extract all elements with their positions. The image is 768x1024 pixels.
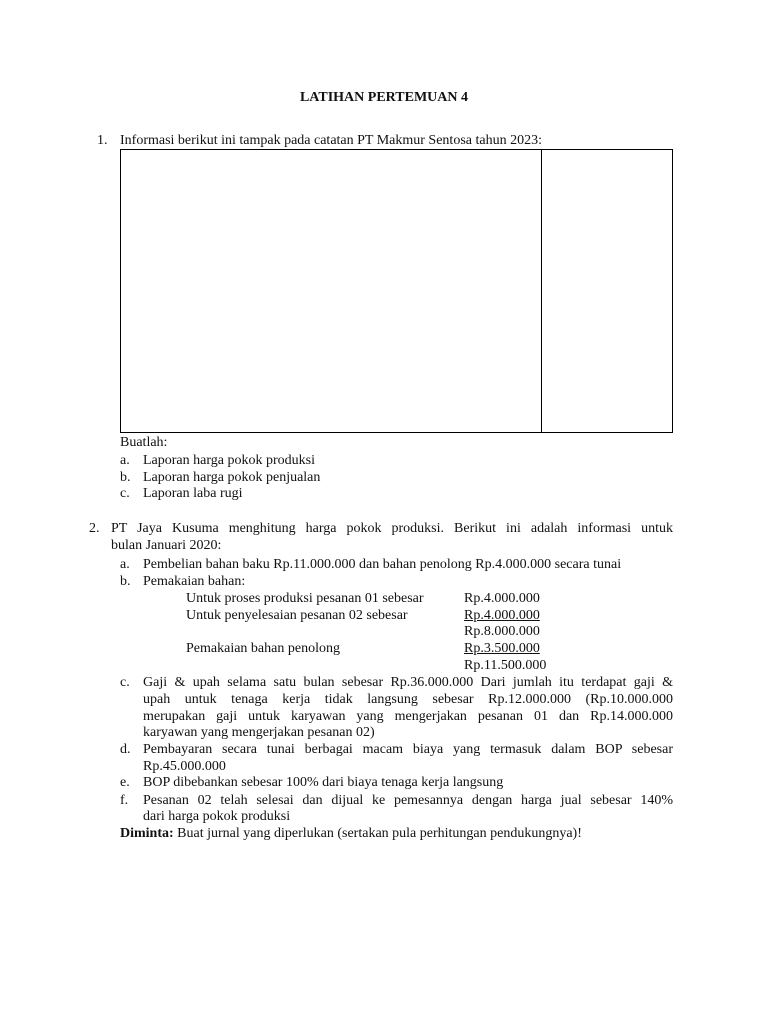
list-item: Laporan harga pokok produksi — [143, 453, 315, 468]
list-item: Laporan harga pokok penjualan — [143, 470, 321, 485]
list-item-line: dari harga pokok produksi — [143, 809, 291, 824]
list-item-line: upah untuk tenaga kerja tidak langsung sebesar Rp.12.000.000 (Rp.10.000.000 — [143, 692, 673, 707]
requirement-label: Diminta: — [120, 826, 174, 841]
requirement-line — [120, 826, 582, 843]
list-item-line: merupakan gaji untuk karyawan yang mengerjakan pesanan 01 dan Rp.14.000.000 — [143, 709, 673, 724]
page-title: LATIHAN PERTEMUAN 4 — [299, 90, 469, 105]
material-amount: Rp.4.000.000 — [464, 591, 540, 606]
list-item-line: karyawan yang mengerjakan pesanan 02) — [143, 725, 375, 740]
material-amount: Rp.3.500.000 — [464, 641, 540, 656]
list-item: BOP dibebankan sebesar 100% dari biaya tenaga kerja langsung — [143, 775, 504, 790]
requirement-text: Buat jurnal yang diperlukan (sertakan pula perhitungan pendukungnya)! — [173, 826, 582, 841]
question-intro: Informasi berikut ini tampak pada catatan PT Makmur Sentosa tahun 2023: — [120, 133, 542, 148]
material-total: Rp.11.500.000 — [464, 658, 547, 673]
list-item-line: Pesanan 02 telah selesai dan dijual ke pemesannya dengan harga jual sebesar 140% — [143, 793, 673, 808]
list-marker: a. — [120, 453, 130, 468]
data-table-box — [120, 149, 673, 433]
list-item-line: Pembayaran secara tunai berbagai macam biaya yang termasuk dalam BOP sebesar — [143, 742, 673, 757]
list-item: Laporan laba rugi — [143, 486, 243, 501]
list-marker: a. — [120, 557, 130, 572]
material-label: Untuk proses produksi pesanan 01 sebesar — [186, 591, 424, 606]
list-marker: b. — [120, 574, 131, 589]
material-subtotal: Rp.8.000.000 — [464, 624, 540, 639]
material-label: Untuk penyelesaian pesanan 02 sebesar — [186, 608, 408, 623]
list-item: Pembelian bahan baku Rp.11.000.000 dan bahan penolong Rp.4.000.000 secara tunai — [143, 557, 622, 572]
list-marker: c. — [120, 486, 130, 501]
table-divider — [541, 150, 542, 432]
list-item-line: Rp.45.000.000 — [143, 759, 226, 774]
material-label: Pemakaian bahan penolong — [186, 641, 340, 656]
list-marker: f. — [120, 793, 129, 808]
list-marker: c. — [120, 675, 130, 690]
question-intro: PT Jaya Kusuma menghitung harga pokok produksi. Berikut ini adalah informasi untuk — [111, 521, 673, 536]
instruction-label: Buatlah: — [120, 435, 168, 450]
material-amount: Rp.4.000.000 — [464, 608, 540, 623]
list-marker: d. — [120, 742, 131, 757]
list-item-line: Gaji & upah selama satu bulan sebesar Rp.36.000.000 Dari jumlah itu terdapat gaji & — [143, 675, 673, 690]
question-intro: bulan Januari 2020: — [111, 538, 222, 553]
question-number: 2. — [89, 521, 100, 536]
list-item: Pemakaian bahan: — [143, 574, 246, 589]
list-marker: e. — [120, 775, 130, 790]
question-number: 1. — [97, 133, 108, 148]
list-marker: b. — [120, 470, 131, 485]
